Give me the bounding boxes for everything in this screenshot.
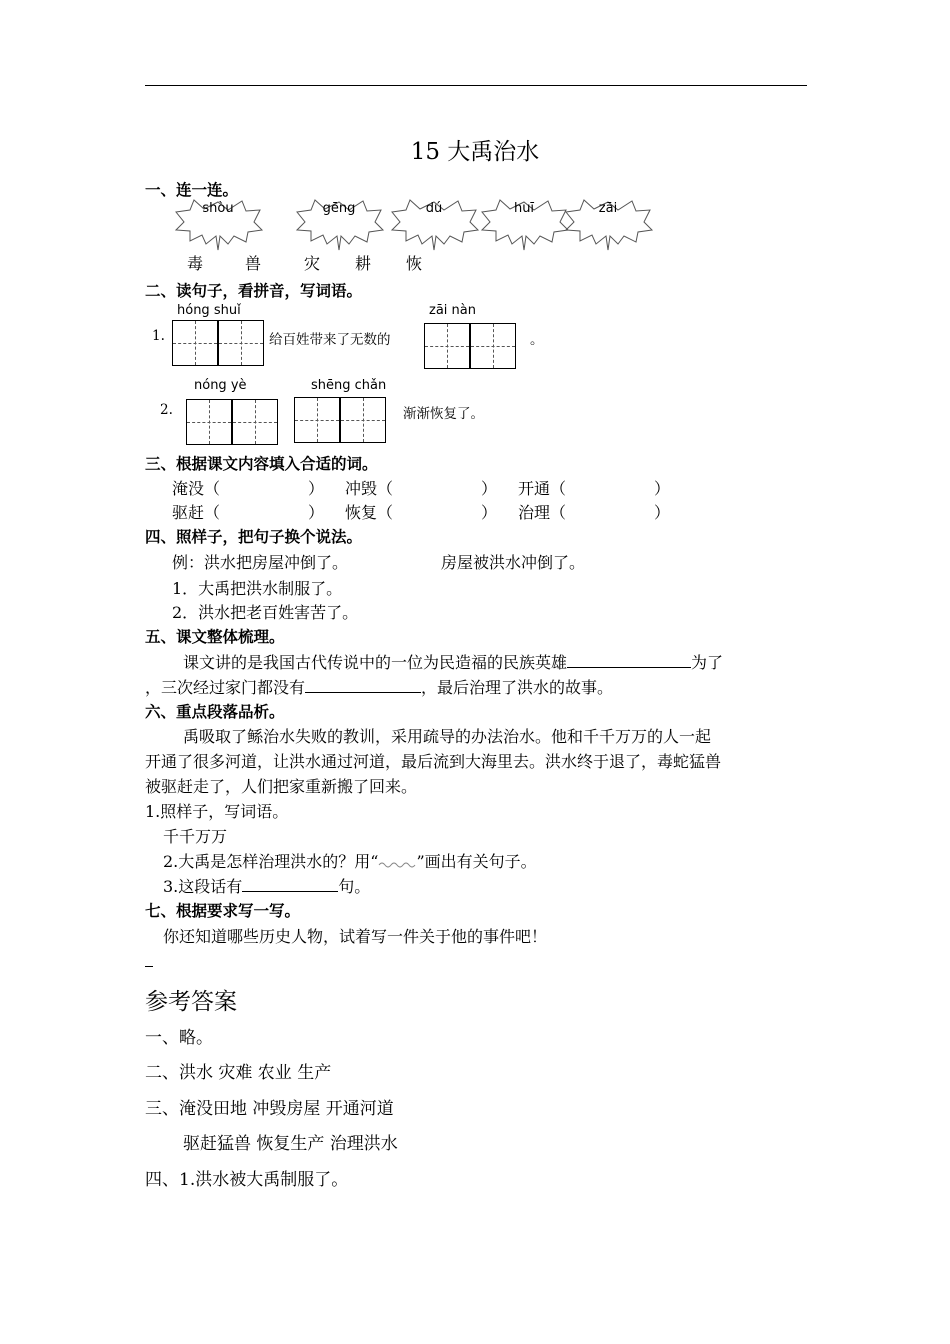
writing-box[interactable]	[470, 323, 516, 369]
char-hui[interactable]: 恢	[406, 254, 423, 273]
pinyin-zai-nan: zāi nàn	[429, 303, 476, 318]
char-shou[interactable]: 兽	[245, 254, 262, 273]
top-rule	[145, 85, 807, 86]
sentence-end: 。	[530, 332, 544, 348]
answers-title: 参考答案	[145, 989, 237, 1015]
fill-label: 恢复（	[345, 503, 394, 522]
writing-box[interactable]	[172, 320, 218, 366]
writing-box[interactable]	[218, 320, 264, 366]
section-5-heading: 五、课文整体梳理。	[145, 628, 285, 646]
separator-mark	[145, 966, 153, 967]
maple-leaf-geng	[293, 198, 385, 252]
summary-text: ，三次经过家门都没有	[145, 678, 306, 697]
writing-prompt: 你还知道哪些历史人物，试着写一件关于他的事件吧！	[163, 927, 548, 946]
section-4-heading: 四、照样子，把句子换个说法。	[145, 528, 363, 546]
question-1: 1．大禹把洪水制服了。	[172, 579, 343, 598]
fill-label: 淹没（	[172, 479, 221, 498]
maple-leaf-du	[388, 198, 480, 252]
pinyin-nong-ye: nóng yè	[194, 378, 247, 393]
pinyin-hong-shui: hóng shuǐ	[177, 303, 241, 318]
example-word: 千千万万	[163, 827, 228, 846]
writing-box[interactable]	[232, 399, 278, 445]
fill-close: ）	[308, 479, 325, 498]
question-3	[163, 874, 370, 897]
summary-text: 为了	[691, 653, 724, 672]
char-zai[interactable]: 灾	[304, 254, 321, 273]
pinyin-label: dú	[425, 201, 443, 216]
example-answer: 房屋被洪水冲倒了。	[441, 553, 586, 572]
maple-leaf-zai	[562, 198, 654, 252]
pinyin-label: gēng	[322, 201, 356, 216]
answer-blank[interactable]	[242, 891, 338, 892]
fill-close: ）	[654, 479, 671, 498]
section-1-heading: 一、连一连。	[145, 181, 239, 199]
pinyin-sheng-chan: shēng chǎn	[311, 378, 387, 393]
answer-blank[interactable]	[567, 667, 691, 668]
passage-line: 开通了很多河道，让洪水通过河道，最后流到大海里去。洪水终于退了，毒蛇猛兽	[145, 752, 722, 771]
summary-text: ，最后治理了洪水的故事。	[421, 678, 614, 697]
maple-leaf-hui	[478, 198, 570, 252]
page-title: 15 大禹治水	[410, 139, 540, 165]
pinyin-label: huī	[513, 201, 535, 216]
answer-3-continued: 驱赶猛兽 恢复生产 治理洪水	[183, 1134, 398, 1154]
writing-box[interactable]	[186, 399, 232, 445]
fill-label: 冲毁（	[345, 479, 394, 498]
maple-leaf-shou	[172, 198, 264, 252]
question-text: 2.大禹是怎样治理洪水的？用“	[163, 852, 379, 871]
question-1: 1.照样子，写词语。	[145, 802, 289, 821]
question-number: 1.	[152, 328, 165, 344]
answer-1: 一、略。	[145, 1028, 213, 1048]
fill-label: 治理（	[518, 503, 567, 522]
question-number: 2.	[160, 402, 173, 418]
sentence-middle: 给百姓带来了无数的	[269, 332, 391, 348]
char-du[interactable]: 毒	[187, 254, 204, 273]
fill-close: ）	[654, 503, 671, 522]
fill-close: ）	[481, 479, 498, 498]
answer-4: 四、1.洪水被大禹制服了。	[145, 1170, 349, 1190]
example-sentence: 例：洪水把房屋冲倒了。	[172, 553, 349, 572]
question-2	[163, 849, 537, 872]
section-2-heading: 二、读句子，看拼音，写词语。	[145, 282, 363, 300]
answer-3: 三、淹没田地 冲毁房屋 开通河道	[145, 1099, 394, 1119]
question-2: 2．洪水把老百姓害苦了。	[172, 603, 359, 622]
question-text: 句。	[338, 877, 371, 896]
summary-line-2	[145, 675, 613, 698]
question-text: 3.这段话有	[163, 877, 243, 896]
section-3-heading: 三、根据课文内容填入合适的词。	[145, 455, 378, 473]
question-text: ”画出有关句子。	[416, 852, 537, 871]
fill-close: ）	[308, 503, 325, 522]
fill-label: 驱赶（	[172, 503, 221, 522]
char-geng[interactable]: 耕	[355, 254, 372, 273]
summary-line-1	[183, 650, 723, 673]
answer-blank[interactable]	[305, 692, 421, 693]
passage-line: 被驱赶走了，人们把家重新搬了回来。	[145, 777, 418, 796]
writing-box[interactable]	[340, 397, 386, 443]
writing-box[interactable]	[424, 323, 470, 369]
pinyin-label: shòu	[202, 201, 234, 216]
sentence-end: 渐渐恢复了。	[403, 406, 484, 422]
wavy-underline-icon	[378, 859, 416, 869]
section-7-heading: 七、根据要求写一写。	[145, 902, 301, 920]
fill-label: 开通（	[518, 479, 567, 498]
passage-line: 禹吸取了鲧治水失败的教训，采用疏导的办法治水。他和千千万万的人一起	[183, 727, 712, 746]
pinyin-label: zāi	[598, 201, 618, 216]
answer-2: 二、洪水 灾难 农业 生产	[145, 1063, 332, 1083]
section-6-heading: 六、重点段落品析。	[145, 703, 285, 721]
writing-box[interactable]	[294, 397, 340, 443]
summary-text: 课文讲的是我国古代传说中的一位为民造福的民族英雄	[183, 653, 568, 672]
fill-close: ）	[481, 503, 498, 522]
